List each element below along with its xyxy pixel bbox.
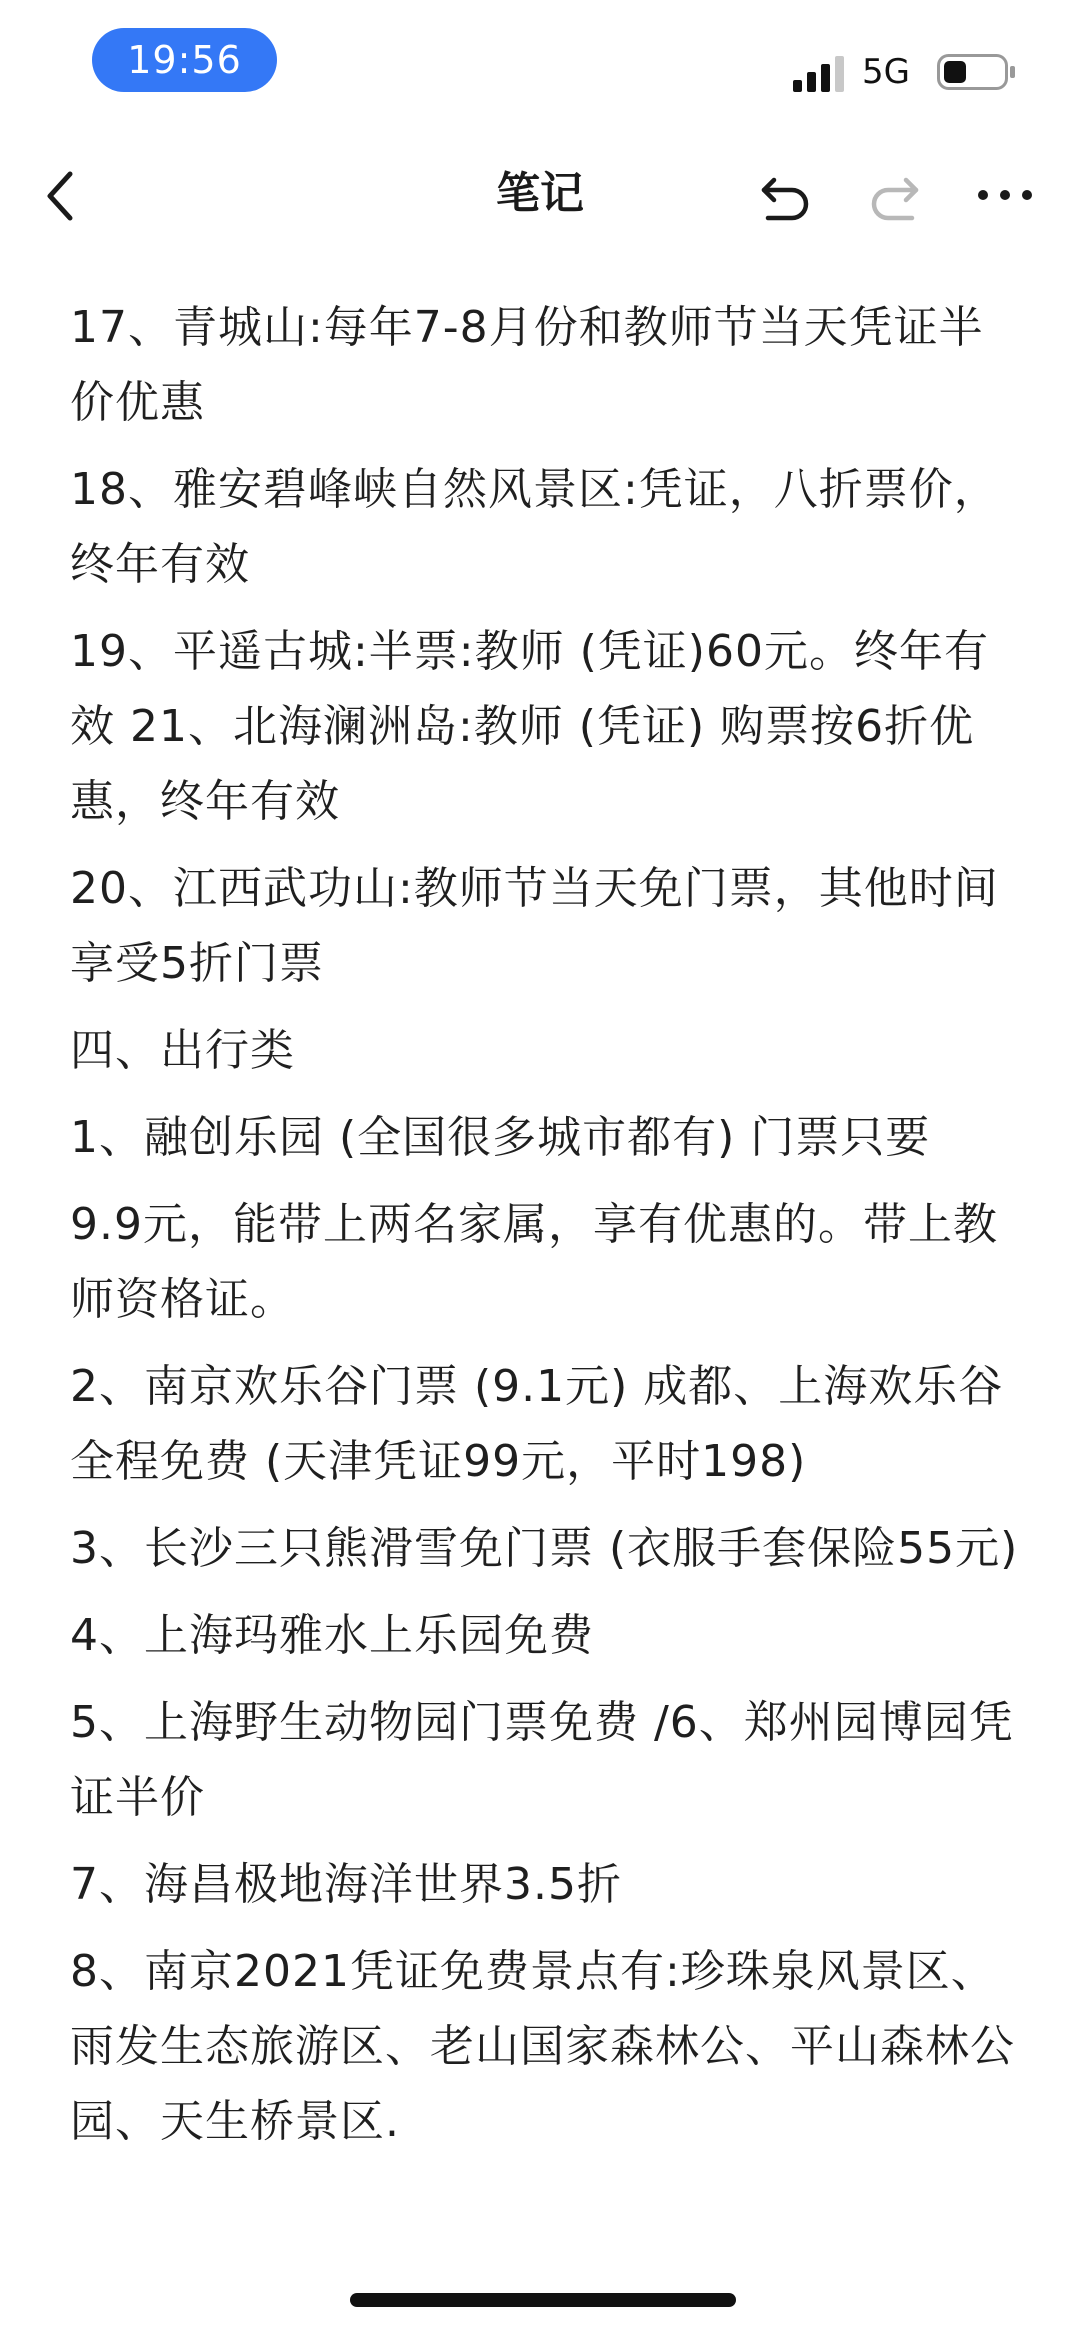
note-line: 19、平遥古城:半票:教师 (凭证)60元。终年有效 21、北海澜洲岛:教师 (凭证) 购票按6折优惠，终年有效 <box>70 626 989 827</box>
more-icon[interactable] <box>975 170 1035 220</box>
note-line: 18、雅安碧峰峡自然风景区:凭证，八折票价，终年有效 <box>70 464 999 590</box>
note-line: 5、上海野生动物园门票免费 /6、郑州园博园凭证半价 <box>70 1697 1014 1823</box>
note-line: 8、南京2021凭证免费景点有:珍珠泉风景区、雨发生态旅游区、老山国家森林公、平山森林公园、天生桥景区. <box>70 1946 1015 2147</box>
cellular-signal-icon <box>793 56 847 92</box>
home-indicator[interactable] <box>350 2293 736 2307</box>
nav-bar <box>0 140 1080 250</box>
note-line: 20、江西武功山:教师节当天免门票，其他时间享受5折门票 <box>70 863 999 989</box>
note-line: 3、长沙三只熊滑雪免门票 (衣服手套保险55元) <box>70 1523 1019 1574</box>
note-line: 17、青城山:每年7-8月份和教师节当天凭证半价优惠 <box>70 302 984 428</box>
status-bar <box>0 0 1080 130</box>
note-line: 四、出行类 <box>70 1025 295 1076</box>
note-content[interactable] <box>70 290 1020 2250</box>
note-line: 7、海昌极地海洋世界3.5折 <box>70 1859 622 1910</box>
note-line: 4、上海玛雅水上乐园免费 <box>70 1610 594 1661</box>
note-line: 2、南京欢乐谷门票 (9.1元) 成都、上海欢乐谷全程免费 (天津凭证99元，平时198) <box>70 1361 1004 1487</box>
status-time: 19:56 <box>92 28 277 92</box>
page-title: 笔记 <box>496 168 584 219</box>
note-line: 1、融创乐园 (全国很多城市都有) 门票只要 <box>70 1112 931 1163</box>
redo-icon <box>866 166 922 222</box>
network-type: 5G <box>862 52 910 92</box>
undo-icon[interactable] <box>758 166 814 222</box>
battery-icon <box>937 54 1017 90</box>
note-line: 9.9元，能带上两名家属，享有优惠的。带上教师资格证。 <box>70 1199 998 1325</box>
